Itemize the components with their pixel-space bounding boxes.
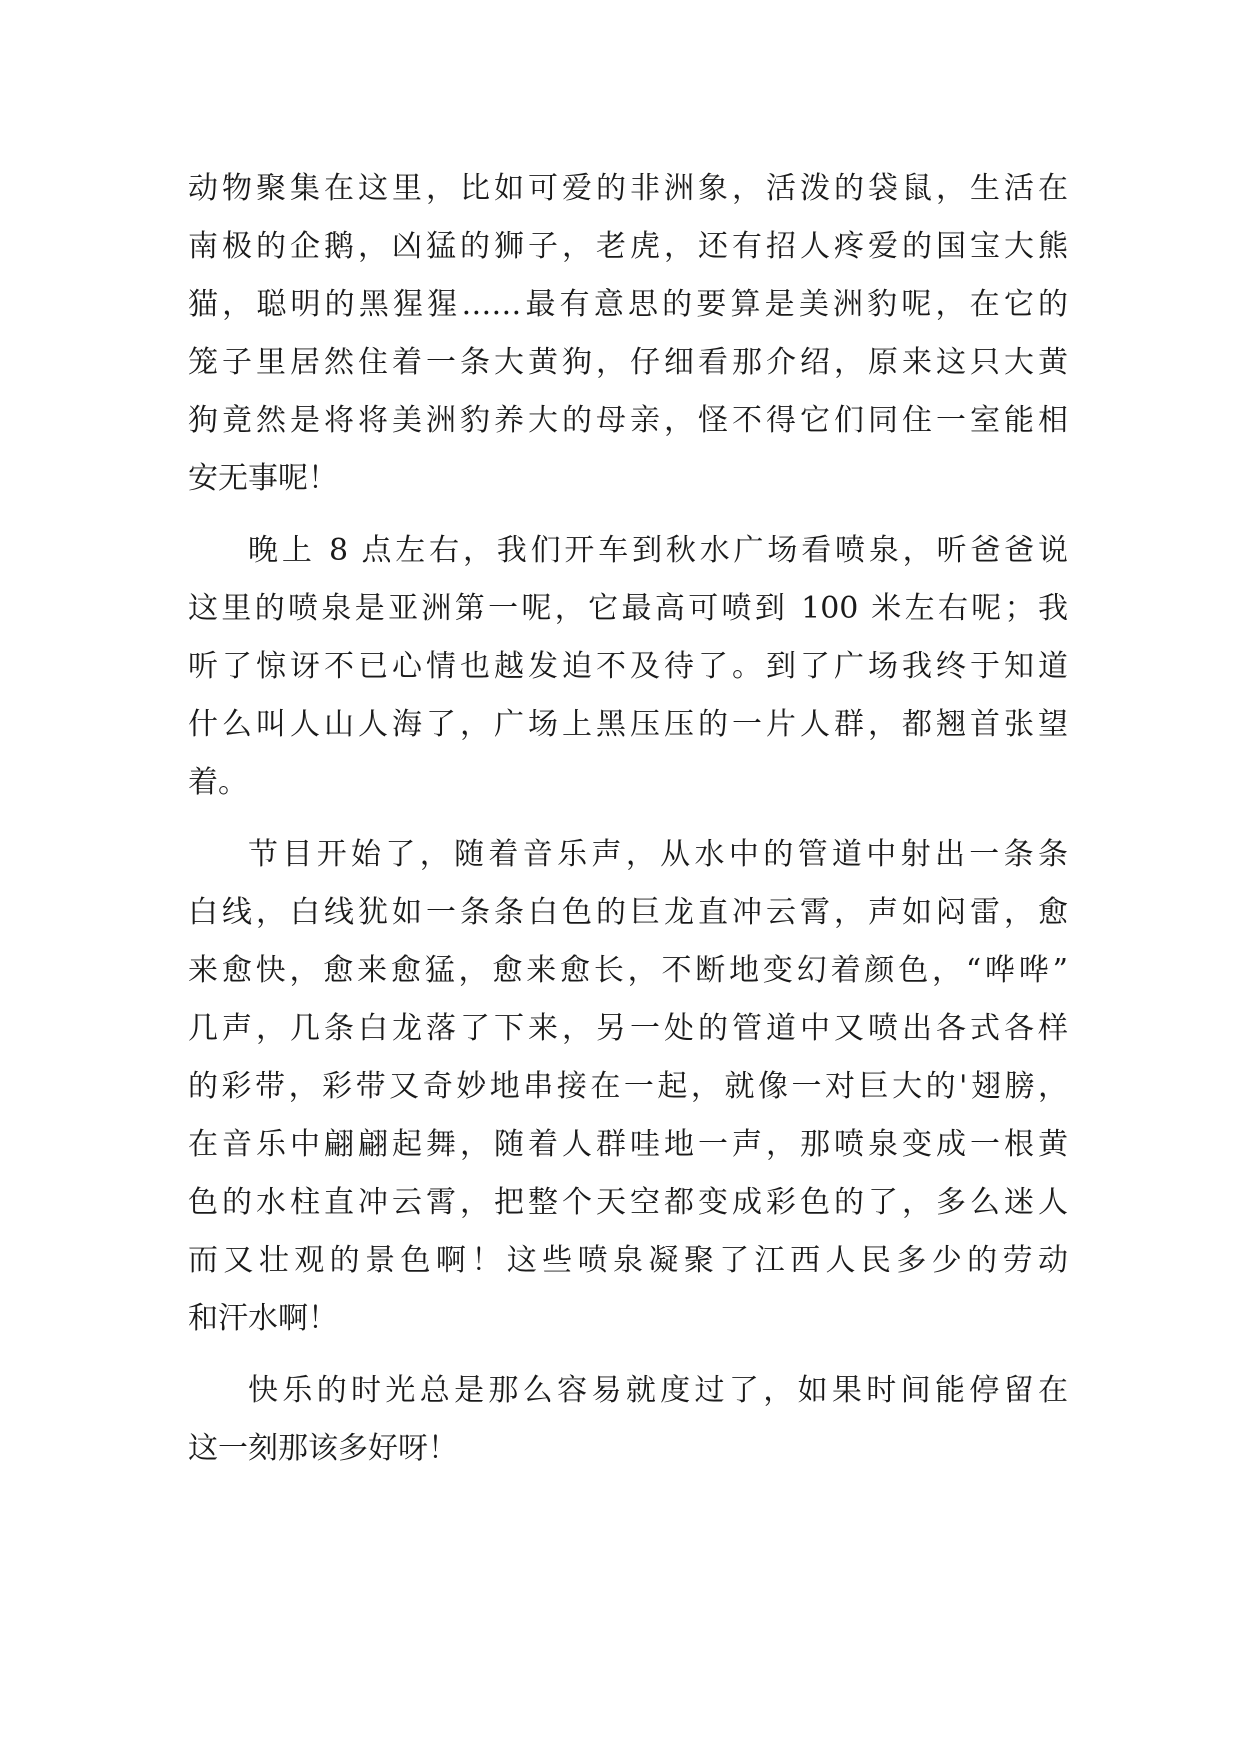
text-line: 而又壮观的景色啊！这些喷泉凝聚了江西人民多少的劳动 [188,1243,1068,1278]
text-line: 的彩带，彩带又奇妙地串接在一起，就像一对巨大的'翅膀， [188,1069,1068,1104]
text-line: 安无事呢！ [188,461,338,496]
text-line: 色的水柱直冲云霄，把整个天空都变成彩色的了，多么迷人 [188,1185,1068,1220]
paragraph [188,826,1068,1348]
text-line: 和汗水啊！ [188,1301,338,1336]
text-line: 听了惊讶不已心情也越发迫不及待了。到了广场我终于知道 [188,649,1068,684]
text-line: 这里的喷泉是亚洲第一呢，它最高可喷到 100 米左右呢；我 [188,591,1068,626]
text-line: 几声，几条白龙落了下来，另一处的管道中又喷出各式各样 [188,1011,1068,1046]
paragraph-gap [188,812,1068,826]
text-line: 南极的企鹅，凶猛的狮子，老虎，还有招人疼爱的国宝大熊 [188,229,1068,264]
text-line: 白线，白线犹如一条条白色的巨龙直冲云霄，声如闷雷，愈 [188,895,1068,930]
paragraph-gap [188,508,1068,522]
essay-body [188,160,1068,1478]
paragraph [188,1362,1068,1478]
text-line: 猫，聪明的黑猩猩……最有意思的要算是美洲豹呢，在它的 [188,287,1068,322]
text-line: 来愈快，愈来愈猛，愈来愈长，不断地变幻着颜色，“哗哗” [188,953,1068,988]
text-line: 快乐的时光总是那么容易就度过了，如果时间能停留在 [248,1373,1068,1408]
text-line: 这一刻那该多好呀！ [188,1431,458,1466]
text-line: 晚上 8 点左右，我们开车到秋水广场看喷泉，听爸爸说 [248,533,1068,568]
paragraph [188,522,1068,812]
text-line: 在音乐中翩翩起舞，随着人群哇地一声，那喷泉变成一根黄 [188,1127,1068,1162]
paragraph [188,160,1068,508]
text-line: 狗竟然是将将美洲豹养大的母亲，怪不得它们同住一室能相 [188,403,1068,438]
paragraph-gap [188,1348,1068,1362]
text-line: 什么叫人山人海了，广场上黑压压的一片人群，都翘首张望 [188,707,1068,742]
text-line: 动物聚集在这里，比如可爱的非洲象，活泼的袋鼠，生活在 [188,171,1068,206]
text-line: 笼子里居然住着一条大黄狗，仔细看那介绍，原来这只大黄 [188,345,1068,380]
text-line: 节目开始了，随着音乐声，从水中的管道中射出一条条 [248,837,1068,872]
text-line: 着。 [188,765,248,800]
